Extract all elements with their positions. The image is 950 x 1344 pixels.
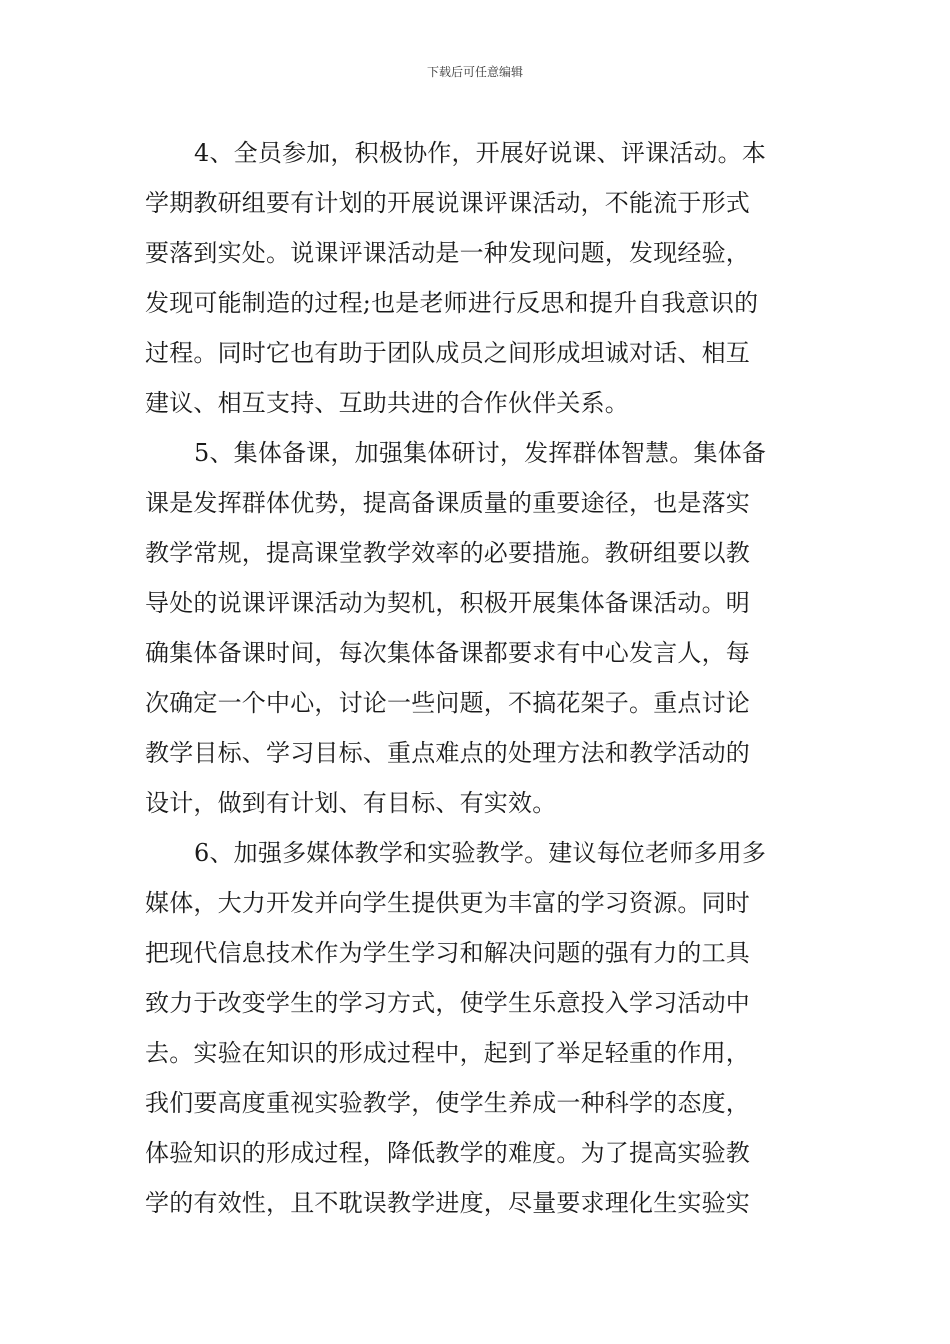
text-line: 4、全员参加，积极协作，开展好说课、评课活动。本 xyxy=(194,139,767,167)
text-line: 6、加强多媒体教学和实验教学。建议每位老师多用多 xyxy=(194,839,767,867)
text-line: 过程。同时它也有助于团队成员之间形成坦诚对话、相互 xyxy=(145,339,750,367)
text-line: 确集体备课时间，每次集体备课都要求有中心发言人，每 xyxy=(145,639,750,667)
text-line: 我们要高度重视实验教学，使学生养成一种科学的态度， xyxy=(145,1089,750,1117)
text-line: 把现代信息技术作为学生学习和解决问题的强有力的工具 xyxy=(145,939,750,967)
text-line: 5、集体备课，加强集体研讨，发挥群体智慧。集体备 xyxy=(194,439,767,467)
document-body xyxy=(145,128,808,1228)
text-line: 媒体，大力开发并向学生提供更为丰富的学习资源。同时 xyxy=(145,889,750,917)
text-line: 发现可能制造的过程;也是老师进行反思和提升自我意识的 xyxy=(145,289,759,317)
text-line: 教学目标、学习目标、重点难点的处理方法和教学活动的 xyxy=(145,739,750,767)
text-line: 体验知识的形成过程，降低教学的难度。为了提高实验教 xyxy=(145,1139,750,1167)
text-line: 学的有效性，且不耽误教学进度，尽量要求理化生实验实 xyxy=(145,1189,750,1217)
paragraph-6 xyxy=(145,828,808,1228)
text-line: 要落到实处。说课评课活动是一种发现问题，发现经验， xyxy=(145,239,750,267)
text-line: 教学常规，提高课堂教学效率的必要措施。教研组要以教 xyxy=(145,539,750,567)
page-header: 下载后可任意编辑 xyxy=(426,65,523,79)
text-line: 导处的说课评课活动为契机，积极开展集体备课活动。明 xyxy=(145,589,750,617)
text-line: 致力于改变学生的学习方式，使学生乐意投入学习活动中 xyxy=(145,989,750,1017)
text-line: 次确定一个中心，讨论一些问题，不搞花架子。重点讨论 xyxy=(145,689,750,717)
text-line: 去。实验在知识的形成过程中，起到了举足轻重的作用， xyxy=(145,1039,750,1067)
text-line: 建议、相互支持、互助共进的合作伙伴关系。 xyxy=(145,389,629,417)
text-line: 学期教研组要有计划的开展说课评课活动，不能流于形式 xyxy=(145,189,750,217)
text-line: 课是发挥群体优势，提高备课质量的重要途径，也是落实 xyxy=(145,489,750,517)
paragraph-4 xyxy=(145,128,808,428)
text-line: 设计，做到有计划、有目标、有实效。 xyxy=(145,789,557,817)
paragraph-5 xyxy=(145,428,808,828)
